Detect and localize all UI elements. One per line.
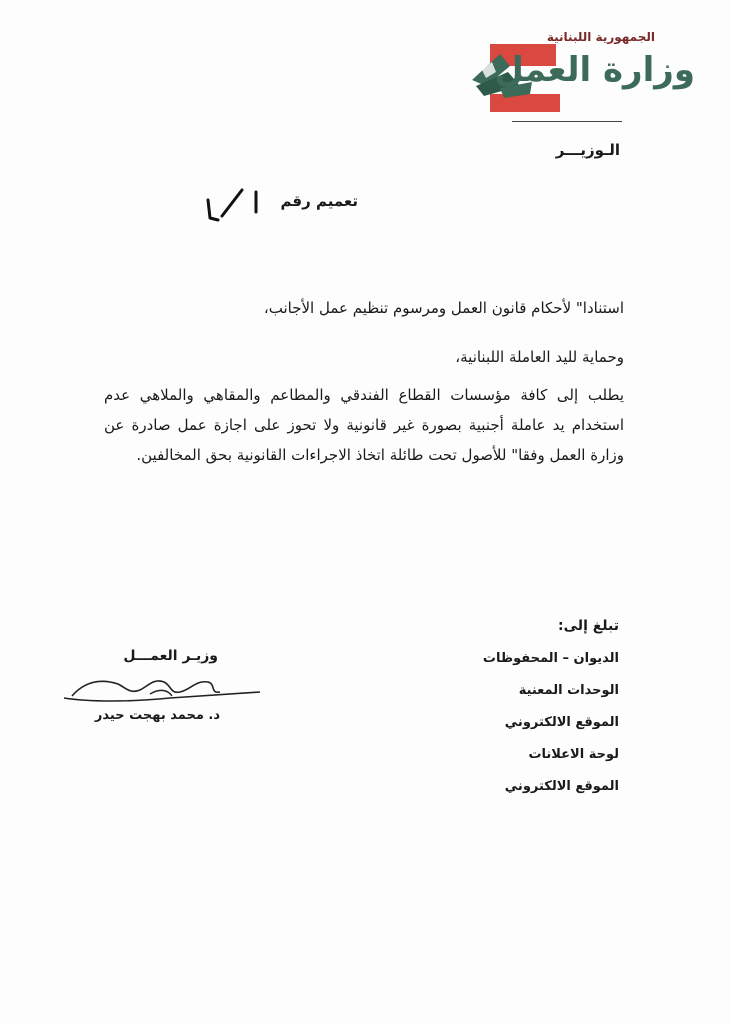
minister-header: الـوزيـــر bbox=[555, 141, 620, 159]
circular-number-handwritten bbox=[198, 180, 278, 228]
body-paragraph-3: يطلب إلى كافة مؤسسات القطاع الفندقي والمطاعم والمقاهي والملاهي عدم استخدام يد عاملة أجنبية بصورة غير قانونية ولا تحوز على اجازة عمل صادرة عن وزارة العمل وفقا" للأصول تحت طائلة اتخاذ الاجراءات القانونية بحق المخالفين. bbox=[104, 386, 624, 464]
ministry-name: وزارة العمل bbox=[494, 50, 695, 90]
distribution-item: الموقع الالكتروني bbox=[504, 715, 619, 730]
distribution-item: الموقع الالكتروني bbox=[504, 779, 619, 794]
signatory-name: د. محمد بهجت حيدر bbox=[94, 708, 220, 723]
body-paragraph-1: استنادا" لأحكام قانون العمل ومرسوم تنظيم عمل الأجانب، bbox=[263, 299, 624, 317]
republic-label: الجمهورية اللبنانية bbox=[546, 30, 655, 44]
distribution-item: الوحدات المعنية bbox=[518, 683, 619, 698]
signatory-title: وزيـر العمـــل bbox=[123, 648, 218, 664]
body-paragraph-2: وحماية لليد العاملة اللبنانية، bbox=[455, 348, 624, 366]
distribution-label: تبلغ إلى: bbox=[558, 618, 619, 634]
handwritten-signature bbox=[60, 668, 265, 710]
distribution-list bbox=[483, 650, 619, 810]
distribution-item: الديوان – المحفوظات bbox=[482, 651, 619, 666]
circular-label: تعميم رقم bbox=[280, 192, 358, 210]
ministry-logo bbox=[470, 28, 695, 118]
header-divider bbox=[512, 121, 622, 122]
distribution-item: لوحة الاعلانات bbox=[528, 747, 619, 762]
